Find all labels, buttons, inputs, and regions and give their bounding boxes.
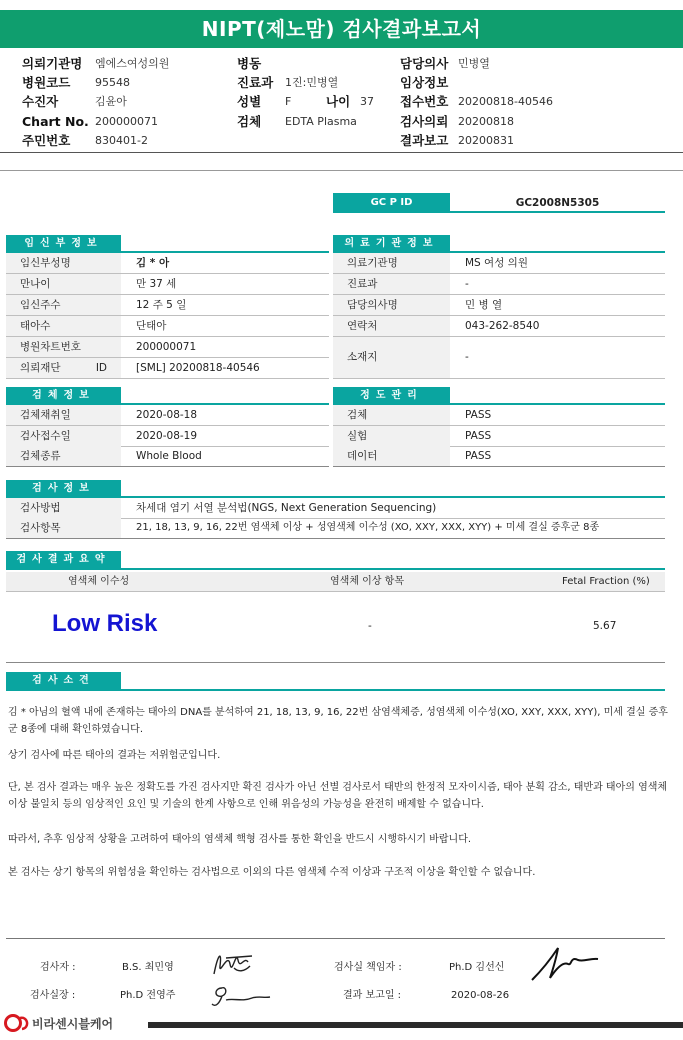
report-title: NIPT(제노맘) 검사결과보고서 xyxy=(0,10,683,48)
institution-name-label: 의료기관명 xyxy=(333,253,450,273)
doctor-name-value: 민 병 열 xyxy=(465,299,503,311)
summary-rule xyxy=(6,568,665,570)
header-resident-no: 주민번호 830401-2 xyxy=(22,133,148,148)
row-divider xyxy=(6,662,665,663)
test-method-value: 차세대 염기 서열 분석법(NGS, Next Generation Sequencing) xyxy=(136,502,437,514)
findings-paragraph-4: 따라서, 추후 임상적 상황을 고려하여 태아의 염색체 핵형 검사를 통한 확인을 반드시 시행하시기 바랍니다. xyxy=(8,834,472,845)
header-institution: 의뢰기관명 엠에스여성의원 xyxy=(22,56,170,71)
receipt-date-label: 검사접수일 xyxy=(6,426,121,446)
collection-date-value: 2020-08-18 xyxy=(136,409,198,421)
findings-paragraph-5: 본 검사는 상기 항목의 위험성을 확인하는 검사법으로 이외의 다른 염색체 수적 이상과 구조적 이상을 확인할 수 없습니다. xyxy=(8,867,536,878)
collection-date-label: 검체채취일 xyxy=(6,405,121,425)
abnormal-items-value: - xyxy=(368,620,372,632)
aneuploidy-header: 염색체 이수성 xyxy=(68,576,130,587)
header-divider xyxy=(0,152,683,153)
gcp-id-value: GC2008N5305 xyxy=(450,193,665,213)
test-method-label: 검사방법 xyxy=(6,498,121,518)
pregnant-info-title: 임신부정보 xyxy=(6,235,121,252)
pregnant-age-label: 만나이 xyxy=(6,274,121,294)
tester-name: B.S. 최민영 xyxy=(122,962,174,973)
responsible-signature-image xyxy=(528,942,602,984)
report-date-value: 2020-08-26 xyxy=(451,990,510,1001)
header-report-date: 결과보고 20200831 xyxy=(400,133,514,148)
fetus-count-value: 단태아 xyxy=(136,320,167,332)
fetus-count-label: 태아수 xyxy=(6,316,121,336)
receipt-date-value: 2020-08-19 xyxy=(136,430,198,442)
qc-data-label: 데이터 xyxy=(333,446,450,466)
qc-sample-label: 검체 xyxy=(333,405,450,425)
findings-rule xyxy=(6,689,665,691)
signature-divider xyxy=(6,938,665,939)
summary-title: 검사결과요약 xyxy=(6,551,121,568)
location-value: - xyxy=(465,351,469,363)
pregnant-age-value: 만 37 세 xyxy=(136,278,177,290)
pregnant-name-label: 임신부성명 xyxy=(6,253,121,273)
qc-title: 정도관리 xyxy=(333,387,450,404)
header-divider-2 xyxy=(0,170,683,171)
findings-paragraph-2: 상기 검사에 따른 태아의 결과는 저위험군입니다. xyxy=(8,750,221,761)
risk-result: Low Risk xyxy=(52,610,158,637)
hospital-chart-label: 병원차트번호 xyxy=(6,337,121,357)
institution-info-title: 의료기관정보 xyxy=(333,235,450,252)
header-clinical-info: 임상정보 xyxy=(400,75,449,90)
abnormal-items-header: 염색체 이상 항목 xyxy=(330,576,404,587)
qc-experiment-label: 실험 xyxy=(333,426,450,446)
qc-data-value: PASS xyxy=(465,450,492,462)
header-department: 진료과 1진:민병열 xyxy=(237,75,339,90)
header-age: 나이 37 xyxy=(326,94,374,109)
row-divider xyxy=(6,466,329,467)
findings-title: 검사소견 xyxy=(6,672,121,689)
director-name: Ph.D 전영주 xyxy=(120,990,176,1001)
contact-label: 연락처 xyxy=(333,316,450,336)
row-divider xyxy=(333,378,665,379)
sample-info-title: 검체정보 xyxy=(6,387,121,404)
header-doctor: 담당의사 민병열 xyxy=(400,56,490,71)
summary-header-row xyxy=(6,572,665,591)
hospital-chart-value: 200000071 xyxy=(136,341,197,353)
header-hospital-code: 병원코드 95548 xyxy=(22,75,130,90)
header-sex: 성별 F xyxy=(237,94,292,109)
qc-sample-value: PASS xyxy=(465,409,492,421)
responsible-label: 검사실 책임자 : xyxy=(334,962,402,973)
test-items-label: 검사항목 xyxy=(6,518,121,538)
findings-paragraph-1: 김 * 아님의 혈액 내에 존재하는 태아의 DNA를 분석하여 21, 18, 13, 9, 16, 22번 삼염색체증, 성염색체 이수성(XO, XXY, XXX, XYY), 미세 결실 증후군 8종에 대해 확인하였습니다. xyxy=(8,707,668,735)
department-label: 진료과 xyxy=(333,274,450,294)
header-patient: 수진자 김윤아 xyxy=(22,94,127,109)
row-divider xyxy=(6,378,329,379)
header-request-date: 검사의뢰 20200818 xyxy=(400,114,514,129)
row-divider xyxy=(6,538,665,539)
report-header xyxy=(0,52,683,152)
tester-label: 검사자 : xyxy=(40,962,76,973)
header-ward: 병동 xyxy=(237,56,262,71)
company-name: 비라센시블케어 xyxy=(32,1017,114,1031)
footer-bar xyxy=(148,1022,683,1028)
tester-signature-image xyxy=(208,946,268,982)
header-receipt-no: 접수번호 20200818-40546 xyxy=(400,94,553,109)
foundation-id-label: 의뢰재단 ID xyxy=(6,358,121,378)
location-label: 소재지 xyxy=(333,337,450,378)
test-info-title: 검사정보 xyxy=(6,480,121,497)
responsible-name: Ph.D 김선신 xyxy=(449,962,505,973)
doctor-name-label: 담당의사명 xyxy=(333,295,450,315)
director-signature-image xyxy=(208,982,272,1010)
row-divider xyxy=(333,466,665,467)
gc-logo-icon xyxy=(4,1014,30,1032)
report-date-label: 결과 보고일 : xyxy=(343,990,402,1001)
gestation-label: 임신주수 xyxy=(6,295,121,315)
contact-value: 043-262-8540 xyxy=(465,320,540,332)
sample-type-label: 검체종류 xyxy=(6,446,121,466)
fetal-fraction-value: 5.67 xyxy=(593,620,617,632)
gestation-value: 12 주 5 일 xyxy=(136,299,187,311)
qc-experiment-value: PASS xyxy=(465,430,492,442)
sample-type-value: Whole Blood xyxy=(136,450,202,462)
gcp-id-label: GC P ID xyxy=(333,193,450,213)
header-specimen: 검체 EDTA Plasma xyxy=(237,114,357,129)
director-label: 검사실장 : xyxy=(30,990,76,1001)
pregnant-name-value: 김 * 아 xyxy=(136,257,170,269)
row-divider xyxy=(6,591,665,592)
institution-name-value: MS 여성 의원 xyxy=(465,257,528,269)
findings-paragraph-3: 단, 본 검사 결과는 매우 높은 정확도를 가진 검사지만 확진 검사가 아닌 선별 검사로서 태반의 한정적 모자이시즘, 태아 분획 감소, 태반과 태아의 염색체 이상 불일치 등의 임상적인 요인 및 기술의 한계 사항으로 인해 위음성의 가능성을 완전히 배제할 수 없습니다. xyxy=(8,782,668,810)
department-value: - xyxy=(465,278,469,290)
company-logo xyxy=(4,1014,148,1032)
test-items-value: 21, 18, 13, 9, 16, 22번 염색체 이상 + 성염색체 이수성 (XO, XXY, XXX, XYY) + 미세 결실 증후군 8종 xyxy=(136,522,600,533)
fetal-fraction-header: Fetal Fraction (%) xyxy=(562,576,650,587)
foundation-id-value: [SML] 20200818-40546 xyxy=(136,362,260,374)
header-chart-no: Chart No. 200000071 xyxy=(22,114,158,129)
